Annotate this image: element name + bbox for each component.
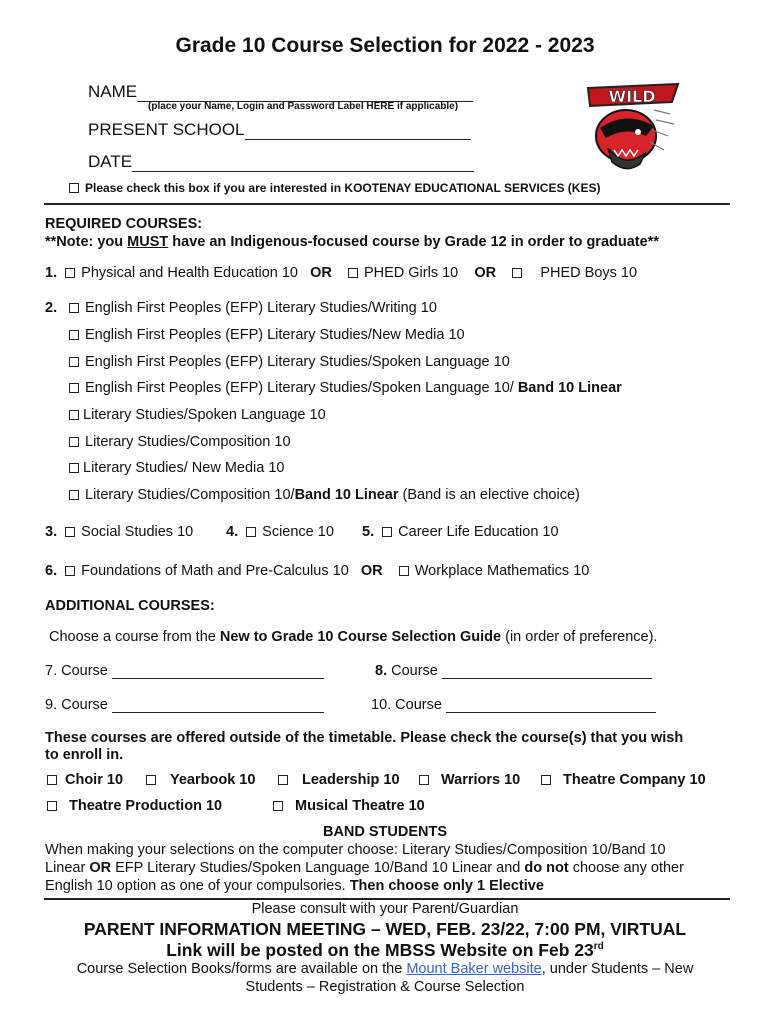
item-3	[45, 524, 193, 540]
option-label: Yearbook 10	[170, 772, 256, 788]
course-input-line[interactable]	[112, 698, 324, 713]
checkbox[interactable]	[69, 357, 79, 367]
course-7	[45, 663, 324, 679]
item-1	[45, 265, 637, 281]
name-label: NAME	[88, 82, 138, 101]
consult-text: Please consult with your Parent/Guardian	[251, 901, 519, 917]
option-label: Literary Studies/ New Media 10	[83, 460, 285, 476]
books-pre: Course Selection Books/forms are available on the	[76, 961, 407, 977]
checkbox[interactable]	[278, 775, 288, 785]
date-label: DATE	[88, 152, 133, 171]
item-2-option	[69, 434, 291, 450]
kes-text: Please check this box if you are interested in KOOTENAY EDUCATIONAL SERVICES (KES)	[85, 181, 601, 195]
or-label: OR	[310, 265, 332, 281]
choose-post: (in order of preference).	[501, 629, 658, 645]
checkbox[interactable]	[65, 566, 75, 576]
option-label: Theatre Company 10	[563, 772, 706, 788]
logo-lettering: WILD	[608, 87, 656, 106]
option-label: Literary Studies/Composition 10	[85, 434, 291, 450]
checkbox[interactable]	[348, 268, 358, 278]
option-label: Theatre Production 10	[69, 798, 223, 814]
item-num: 3.	[45, 524, 58, 540]
checkbox[interactable]	[65, 527, 75, 537]
school-input-line[interactable]	[245, 121, 471, 140]
option-label: Musical Theatre 10	[295, 798, 425, 814]
additional-instructions	[49, 629, 657, 645]
outside-option	[278, 772, 400, 788]
date-field-row	[88, 152, 474, 172]
course-label: 7. Course	[45, 663, 108, 679]
checkbox[interactable]	[69, 303, 79, 313]
additional-heading: ADDITIONAL COURSES:	[45, 598, 215, 614]
school-label: PRESENT SCHOOL	[88, 120, 245, 139]
option-label: PHED Girls 10	[363, 265, 459, 281]
course-9	[45, 697, 324, 713]
outside-option	[541, 772, 706, 788]
checkbox[interactable]	[47, 801, 57, 811]
item-4	[226, 524, 334, 540]
checkbox[interactable]	[69, 383, 79, 393]
option-label: English First Peoples (EFP) Literary Studies/Spoken Language 10	[85, 354, 510, 370]
option-label: PHED Boys 10	[540, 265, 638, 281]
item-2-option	[69, 487, 580, 503]
divider	[44, 203, 730, 205]
checkbox[interactable]	[541, 775, 551, 785]
meeting-text: PARENT INFORMATION MEETING – WED, FEB. 23/22, 7:00 PM, VIRTUAL	[83, 919, 687, 939]
item-2-option	[69, 300, 437, 316]
item-2-option	[69, 407, 326, 423]
checkbox[interactable]	[69, 330, 79, 340]
checkbox[interactable]	[69, 490, 79, 500]
band-note: (Band is an elective choice)	[398, 487, 580, 503]
band-l2-mid: EFP Literary Studies/Spoken Language 10/Band 10 Linear and	[111, 860, 525, 876]
books-line-2: Students – Registration & Course Selection	[245, 979, 525, 995]
or-label: OR	[474, 265, 497, 281]
checkbox[interactable]	[382, 527, 392, 537]
checkbox[interactable]	[69, 410, 79, 420]
checkbox[interactable]	[246, 527, 256, 537]
outside-option	[146, 772, 255, 788]
link-line	[0, 940, 770, 961]
option-label: English First Peoples (EFP) Literary Studies/New Media 10	[85, 327, 465, 343]
checkbox[interactable]	[512, 268, 522, 278]
outside-line-2: to enroll in.	[45, 747, 124, 763]
item-2-option	[69, 354, 510, 370]
kes-checkbox[interactable]	[69, 183, 79, 193]
option-label: Leadership 10	[302, 772, 400, 788]
required-heading: REQUIRED COURSES:	[45, 216, 203, 232]
course-label: 9. Course	[45, 697, 108, 713]
outside-line-1: These courses are offered outside of the timetable. Please check the course(s) that you wish	[45, 730, 684, 746]
link-line-sup: rd	[593, 941, 604, 953]
wild-logo-icon	[580, 80, 684, 176]
item-5	[362, 524, 559, 540]
books-line-1	[0, 961, 770, 977]
item-num: 6.	[45, 563, 58, 579]
course-input-line[interactable]	[446, 698, 656, 713]
checkbox[interactable]	[47, 775, 57, 785]
band-l2-pre: Linear	[45, 860, 90, 876]
item-num: 5.	[362, 524, 375, 540]
option-label: English First Peoples (EFP) Literary Studies/Spoken Language 10/	[85, 380, 514, 396]
option-label: Science 10	[262, 524, 334, 540]
band-l3-bold: Then choose only 1 Elective	[349, 878, 544, 894]
band-l2-donot: do not	[524, 860, 569, 876]
outside-option	[273, 798, 425, 814]
outside-option	[47, 798, 222, 814]
date-input-line[interactable]	[132, 153, 474, 172]
band-linear: Band 10 Linear	[294, 487, 399, 503]
band-l2-post: choose any other	[568, 860, 684, 876]
outside-option	[47, 772, 123, 788]
checkbox[interactable]	[69, 437, 79, 447]
item-num: 4.	[226, 524, 239, 540]
name-note: (place your Name, Login and Password Label HERE if applicable)	[148, 101, 459, 112]
option-label: Workplace Mathematics 10	[414, 563, 590, 579]
band-linear: Band 10 Linear	[517, 380, 622, 396]
checkbox[interactable]	[146, 775, 156, 785]
checkbox[interactable]	[273, 801, 283, 811]
band-heading: BAND STUDENTS	[322, 824, 448, 840]
school-field-row	[88, 120, 471, 140]
band-line-3	[45, 878, 544, 894]
band-l3-pre: English 10 option as one of your compulsories.	[45, 878, 350, 894]
kes-row	[69, 181, 600, 195]
books-post: , under Students – New	[541, 961, 694, 977]
course-input-line[interactable]	[442, 664, 652, 679]
course-10	[371, 697, 656, 713]
band-line-2	[45, 860, 684, 876]
divider	[44, 898, 730, 900]
course-num: 8.	[375, 663, 388, 679]
option-label: English First Peoples (EFP) Literary Studies/Writing 10	[85, 300, 437, 316]
note-post: have an Indigenous-focused course by Grade 12 in order to graduate**	[168, 234, 659, 250]
checkbox[interactable]	[399, 566, 409, 576]
link-line-text: Link will be posted on the MBSS Website on Feb 23	[166, 940, 594, 960]
choose-bold: New to Grade 10 Course Selection Guide	[219, 629, 502, 645]
band-l2-or: OR	[89, 860, 112, 876]
option-label: Choir 10	[65, 772, 124, 788]
required-note	[45, 234, 659, 250]
item-2-option	[69, 380, 622, 396]
item-6	[45, 563, 589, 579]
band-line-1: When making your selections on the computer choose: Literary Studies/Composition 10/Band 10	[45, 842, 666, 858]
option-label: Warriors 10	[441, 772, 521, 788]
checkbox[interactable]	[419, 775, 429, 785]
option-label: Social Studies 10	[81, 524, 194, 540]
or-label: OR	[360, 563, 383, 579]
note-pre: **Note: you	[45, 234, 128, 250]
choose-pre: Choose a course from the	[49, 629, 220, 645]
note-must: MUST	[127, 234, 169, 250]
option-label: Literary Studies/Spoken Language 10	[83, 407, 326, 423]
item-2-num: 2.	[45, 300, 58, 316]
option-label: Physical and Health Education 10	[81, 265, 298, 281]
option-label: Foundations of Math and Pre-Calculus 10	[81, 563, 349, 579]
course-label: Course	[387, 663, 438, 679]
option-label: Literary Studies/Composition 10/	[85, 487, 295, 503]
name-field-row	[88, 82, 473, 102]
name-input-line[interactable]	[137, 83, 473, 102]
course-8	[375, 663, 652, 679]
item-num: 1.	[45, 265, 58, 281]
item-2-option	[69, 327, 465, 343]
outside-option	[419, 772, 520, 788]
course-input-line[interactable]	[112, 664, 324, 679]
course-label: 10. Course	[371, 697, 442, 713]
checkbox[interactable]	[65, 268, 75, 278]
item-2-option	[69, 460, 285, 476]
mount-baker-link[interactable]: Mount Baker website	[406, 961, 542, 977]
option-label: Career Life Education 10	[398, 524, 559, 540]
checkbox[interactable]	[69, 463, 79, 473]
page-title: Grade 10 Course Selection for 2022 - 2023	[175, 34, 595, 57]
